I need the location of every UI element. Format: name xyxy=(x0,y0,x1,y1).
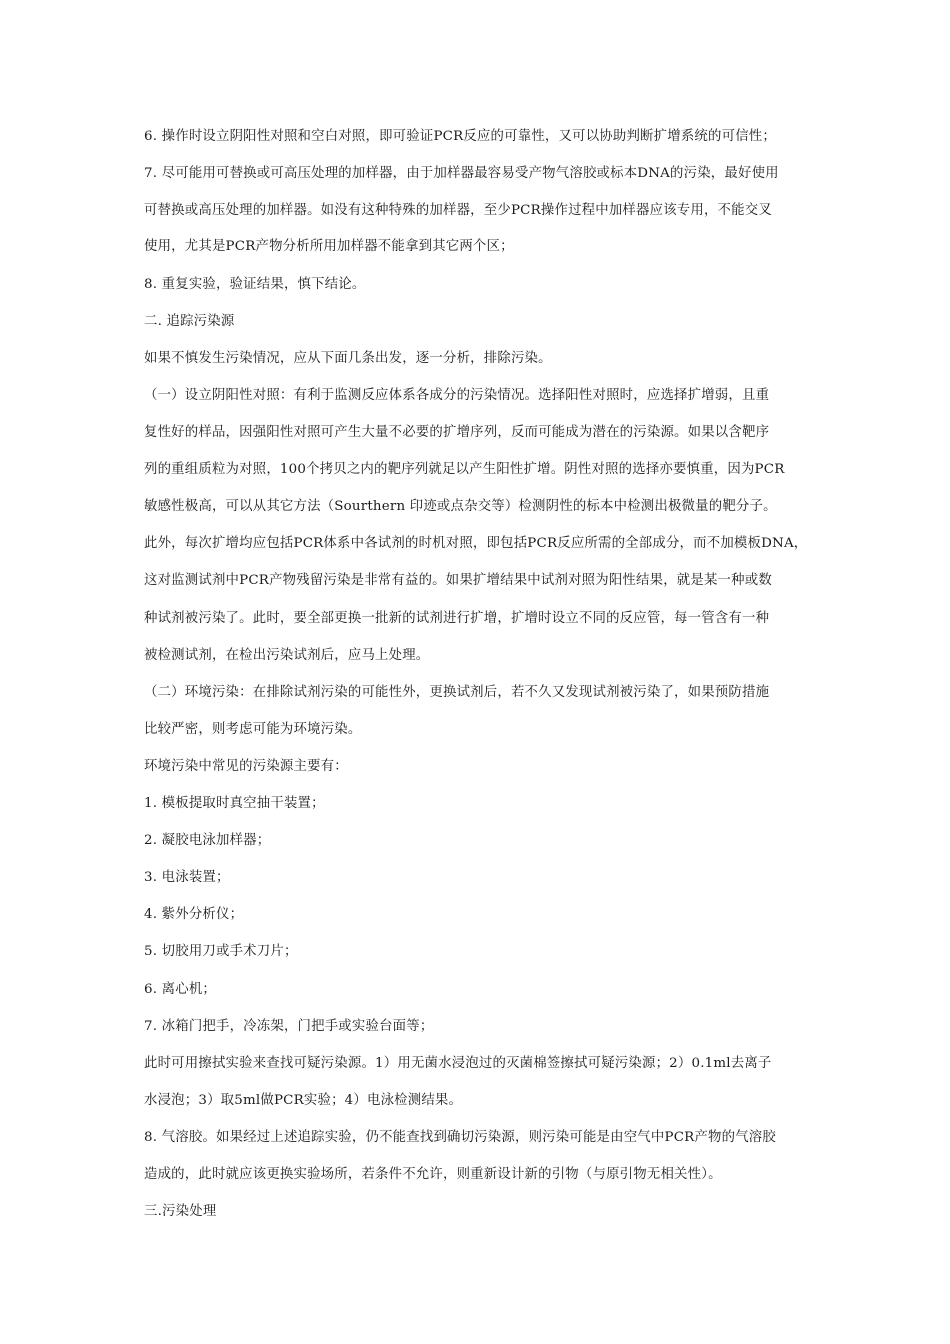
paragraph-line: 水浸泡；3）取5ml做PCR实验；4）电泳检测结果。 xyxy=(144,1093,463,1108)
paragraph-line: （一）设立阴阳性对照：有利于监测反应体系各成分的污染情况。选择阳性对照时，应选择扩增弱，且重 xyxy=(144,388,770,403)
paragraph-line: 被检测试剂，在检出污染试剂后，应马上处理。 xyxy=(144,648,430,663)
list-item: 2. 凝胶电泳加样器； xyxy=(144,833,271,848)
paragraph-line: 复性好的样品，因强阳性对照可产生大量不必要的扩增序列，反而可能成为潜在的污染源。如果以含靶序 xyxy=(144,425,770,440)
paragraph-line: 7. 尽可能用可替换或可高压处理的加样器，由于加样器最容易受产物气溶胶或标本DNA的污染，最好使用 xyxy=(144,166,779,181)
list-item: 5. 切胶用刀或手术刀片； xyxy=(144,944,298,959)
paragraph-line: 种试剂被污染了。此时，要全部更换一批新的试剂进行扩增，扩增时设立不同的反应管，每一管含有一种 xyxy=(144,611,770,626)
paragraph-line: 比较严密，则考虑可能为环境污染。 xyxy=(144,722,362,737)
list-item: 7. 冰箱门把手，冷冻架，门把手或实验台面等； xyxy=(144,1019,434,1034)
section-heading: 三.污染处理 xyxy=(144,1204,217,1219)
paragraph-line: 列的重组质粒为对照，100个拷贝之内的靶序列就足以产生阳性扩增。阴性对照的选择亦要慎重，因为PCR xyxy=(144,462,785,477)
paragraph-line: 敏感性极高，可以从其它方法（Sourthern 印迹或点杂交等）检测阴性的标本中检测出极微量的靶分子。 xyxy=(144,499,777,514)
paragraph-line: 8. 气溶胶。如果经过上述追踪实验，仍不能查找到确切污染源，则污染可能是由空气中PCR产物的气溶胶 xyxy=(144,1130,776,1145)
list-item: 4. 紫外分析仪； xyxy=(144,907,244,922)
paragraph-line: （二）环境污染：在排除试剂污染的可能性外，更换试剂后，若不久又发现试剂被污染了，如果预防措施 xyxy=(144,685,770,700)
paragraph-line: 8. 重复实验，验证结果，慎下结论。 xyxy=(144,277,366,292)
paragraph-line: 造成的，此时就应该更换实验场所，若条件不允许，则重新设计新的引物（与原引物无相关性）。 xyxy=(144,1167,722,1182)
paragraph-line: 这对监测试剂中PCR产物残留污染是非常有益的。如果扩增结果中试剂对照为阳性结果，就是某一种或数 xyxy=(144,573,772,588)
paragraph-line: 可替换或高压处理的加样器。如没有这种特殊的加样器，至少PCR操作过程中加样器应该专用，不能交叉 xyxy=(144,203,772,218)
paragraph-line: 此时可用擦拭实验来查找可疑污染源。1）用无菌水浸泡过的灭菌棉签擦拭可疑污染源；2）0.1ml去离子 xyxy=(144,1056,772,1071)
paragraph-line: 此外，每次扩增均应包括PCR体系中各试剂的时机对照，即包括PCR反应所需的全部成分，而不加模板DNA， xyxy=(144,536,808,551)
paragraph-line: 如果不慎发生污染情况，应从下面几条出发，逐一分析，排除污染。 xyxy=(144,351,552,366)
list-item: 3. 电泳装置； xyxy=(144,870,230,885)
list-item: 6. 离心机； xyxy=(144,982,216,997)
list-item: 1. 模板提取时真空抽干装置； xyxy=(144,796,325,811)
section-heading: 二. 追踪污染源 xyxy=(144,314,235,329)
paragraph-line: 6. 操作时设立阴阳性对照和空白对照，即可验证PCR反应的可靠性，又可以协助判断扩增系统的可信性； xyxy=(144,129,776,144)
paragraph-line: 使用，尤其是PCR产物分析所用加样器不能拿到其它两个区； xyxy=(144,239,514,254)
paragraph-line: 环境污染中常见的污染源主要有： xyxy=(144,759,348,774)
